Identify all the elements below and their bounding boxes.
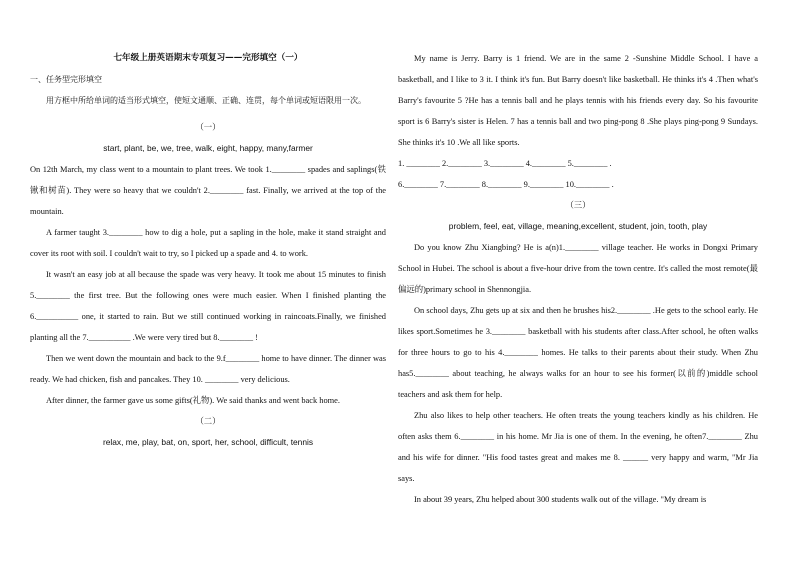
page-title: 七年级上册英语期末专项复习——完形填空（一）: [113, 53, 303, 63]
answer-blanks-row: 1. ________ 2.________ 3.________ 4.________ 5.________ .: [398, 159, 612, 168]
passage3-word-bank: problem, feel, eat, village, meaning,excellent, student, join, tooth, play: [448, 221, 708, 231]
passage1-paragraph: A farmer taught 3.________ how to dig a hole, put a sapling in the hole, make it stand straight and cover its root with soil. I couldn't wait to try, so I picked up a spade and 4. to work.: [30, 228, 386, 258]
left-column: [30, 48, 386, 453]
passage3-label: （三）: [565, 201, 591, 210]
passage1-paragraph: After dinner, the farmer gave us some gifts(礼物). We said thanks and went back home.: [46, 396, 340, 405]
passage2-label: （二）: [195, 417, 221, 426]
passage3-paragraph: On school days, Zhu gets up at six and then he brushes his2.________ .He gets to the school early. He likes sport.Sometimes he 3.________ basketball with his students after class.After school, he often walks for three hours to go to his 4.________ homes. He talks to their parents about their study. When Zhu has5.________ about teaching, he always walks for an hour to see his former(以前的)middle school teachers and ask them for help.: [398, 306, 758, 399]
passage1-paragraph: On 12th March, my class went to a mountain to plant trees. We took 1.________ spades and saplings(铁锹和树苗). They were so heavy that we couldn't 2.________ fast. Finally, we arrived at the top of the mountain.: [30, 165, 386, 216]
passage1-label: （一）: [195, 123, 221, 132]
passage3-paragraph: In about 39 years, Zhu helped about 300 students walk out of the village. "My dream is: [414, 495, 707, 504]
passage3-paragraph: Zhu also likes to help other teachers. He often treats the young teachers kindly as his children. He often asks them 6.________ in his home. Mr Jia is one of them. In the evening, he often7.________ Zhu and his wife for dinner. "His food tastes great and makes me 8. ______ very happy and warm, "Mr Jia says.: [398, 411, 758, 483]
answer-blanks-row: 6.________ 7.________ 8.________ 9.________ 10.________ .: [398, 180, 614, 189]
right-column: [398, 48, 758, 510]
instructions: 用方框中所给单词的适当形式填空，使短文通顺、正确、连贯，每个单词或短语限用一次。: [46, 96, 366, 105]
passage1-word-bank: start, plant, be, we, tree, walk, eight, happy, many,farmer: [103, 143, 313, 153]
passage2-word-bank: relax, me, play, bat, on, sport, her, school, difficult, tennis: [102, 437, 314, 447]
passage1-paragraph: It wasn't an easy job at all because the spade was very heavy. It took me about 15 minutes to finish 5.________ the first tree. But the following ones were much easier. When I finished planting the 6.__________ one, it started to rain. But we still continued working in raincoats.Finally, we finished planting all the 7.__________ .We were very tired but 8.________ !: [30, 270, 386, 342]
passage2-paragraph: My name is Jerry. Barry is 1 friend. We are in the same 2 -Sunshine Middle School. I have a basketball, and I like to 3 it. I think it's fun. But Barry doesn't like basketball. He thinks it's 4 .Then what's Barry's favourite 5 ?He has a tennis ball and he plays tennis with his friends every day. So his favourite sport is 6 Barry's sister is Helen. 7 has a tennis ball and two ping-pong 8 .She plays ping-pong 9 Sundays. She thinks it's 10 .We all like sports.: [398, 54, 758, 147]
section-heading: 一、任务型完形填空: [30, 75, 102, 84]
passage1-paragraph: Then we went down the mountain and back to the 9.f________ home to have dinner. The dinner was ready. We had chicken, fish and pancakes. They 10. ________ very delicious.: [30, 354, 386, 384]
passage3-paragraph: Do you know Zhu Xiangbing? He is a(n)1.________ village teacher. He works in Dongxi Primary School in Hubei. The school is about a five-hour drive from the town centre. It's called the most remote(最偏远的)primary school in Shennongjia.: [398, 243, 758, 294]
